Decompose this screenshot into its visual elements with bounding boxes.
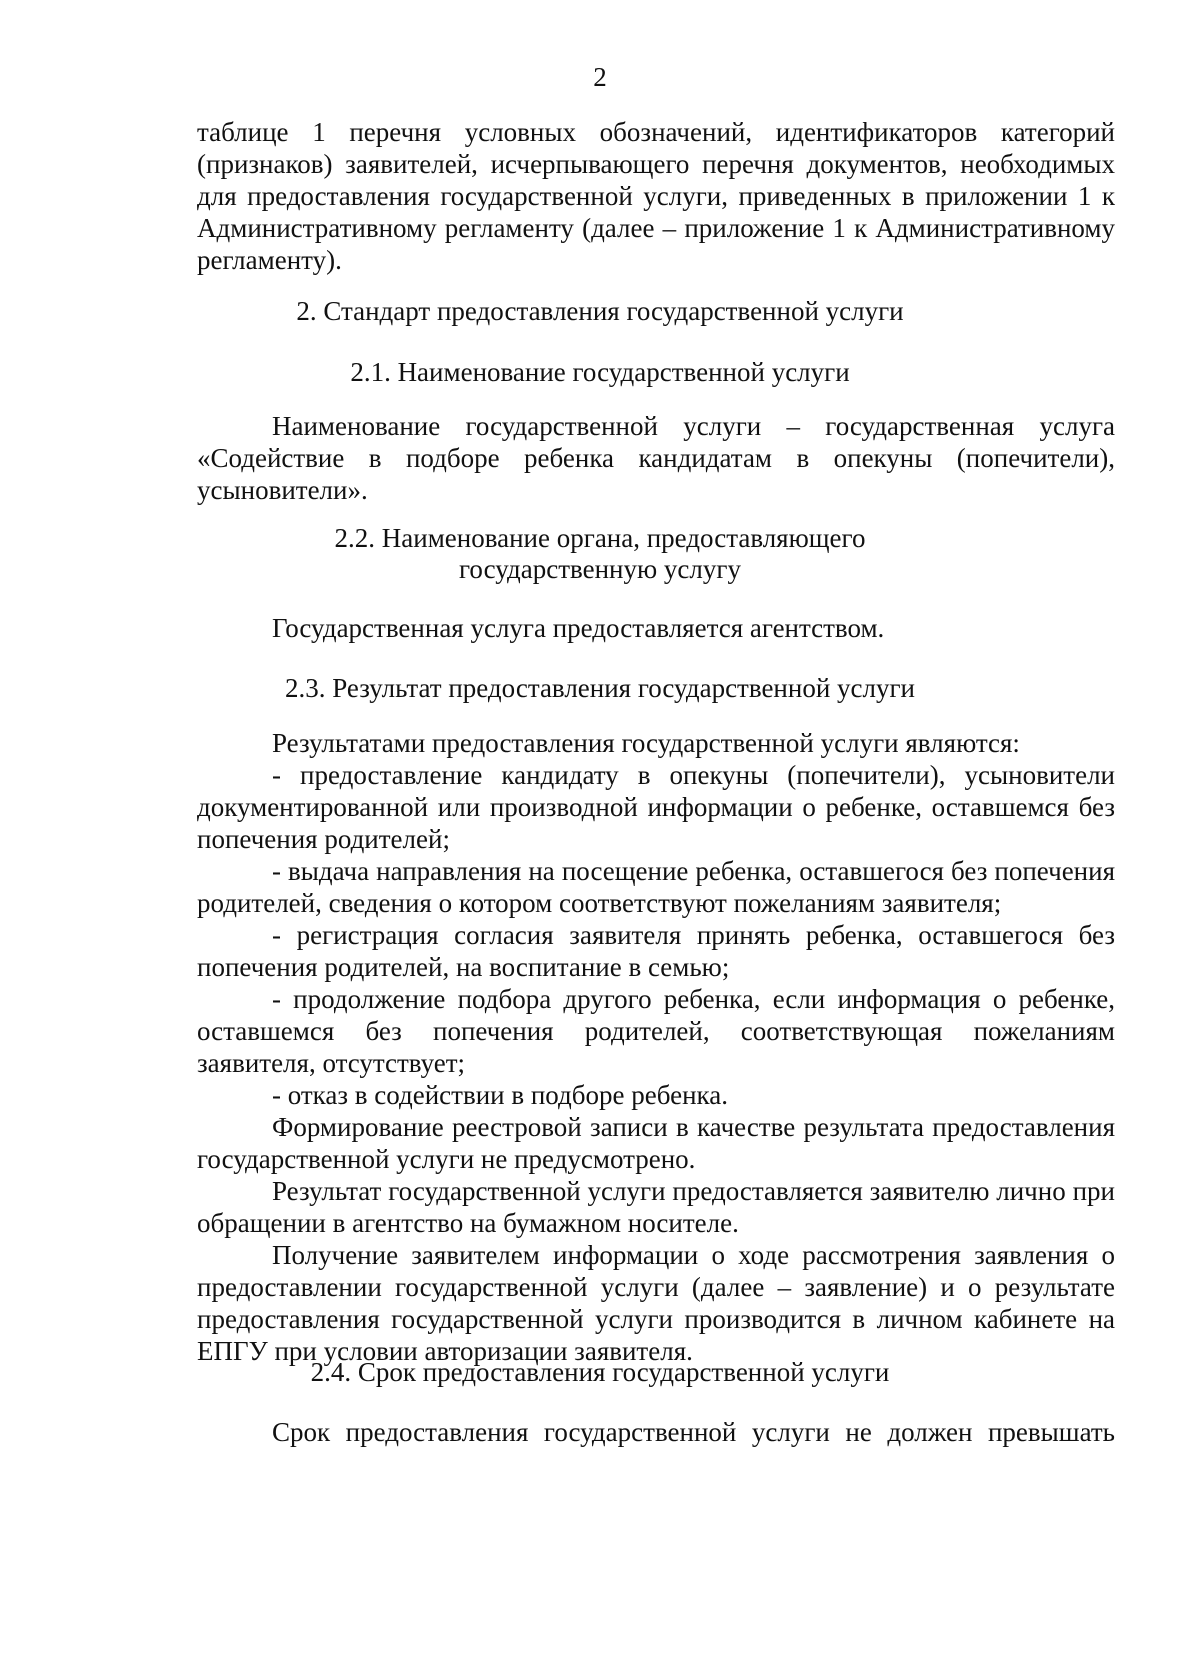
section-2-2-text: Государственная услуга предоставляется агентством. [272,613,885,643]
section-2-3-body [197,727,1115,1367]
section-2-3-intro: Результатами предоставления государственной услуги являются: [272,728,1020,758]
section-2-2-heading-line2: государственную услугу [459,554,741,584]
page-number: 2 [593,62,607,92]
result-list-item: - отказ в содействии в подборе ребенка. [272,1080,728,1110]
section-2-3-paragraph: Формирование реестровой записи в качестве результата предоставления государственной услуги не предусмотрено. [197,1112,1115,1174]
section-2-3-paragraph: Результат государственной услуги предоставляется заявителю лично при обращении в агентство на бумажном носителе. [197,1176,1115,1238]
section-2-1-text: Наименование государственной услуги – государственная услуга «Содействие в подборе ребенка кандидатам в опекуны (попечители), усыновители». [197,411,1115,505]
section-2-4-text: Срок предоставления государственной услуги не должен превышать [272,1417,1115,1447]
section-2-heading: 2. Стандарт предоставления государственной услуги [296,296,904,326]
section-2-2-heading-line1: 2.2. Наименование органа, предоставляющего [334,523,866,553]
intro-paragraph: таблице 1 перечня условных обозначений, идентификаторов категорий (признаков) заявителей, исчерпывающего перечня документов, необходимых для предоставления государственной услуги, приведенных в приложении 1 к Административному регламенту (далее – приложение 1 к Административному регламенту). [197,117,1115,275]
result-list-item: - выдача направления на посещение ребенка, оставшегося без попечения родителей, сведения о котором соответствуют пожеланиям заявителя; [197,856,1115,918]
section-2-3-heading: 2.3. Результат предоставления государственной услуги [284,673,916,703]
section-2-1-heading: 2.1. Наименование государственной услуги [350,357,850,387]
result-list-item: - регистрация согласия заявителя принять ребенка, оставшегося без попечения родителей, на воспитание в семью; [197,920,1115,982]
result-list-item: - предоставление кандидату в опекуны (попечители), усыновители документированной или производной информации о ребенке, оставшемся без попечения родителей; [197,760,1115,854]
result-list-item: - продолжение подбора другого ребенка, если информация о ребенке, оставшемся без попечения родителей, соответствующая пожеланиям заявителя, отсутствует; [197,984,1115,1078]
section-2-3-paragraph: Получение заявителем информации о ходе рассмотрения заявления о предоставлении государственной услуги (далее – заявление) и о результате предоставления государственной услуги производится в личном кабинете на ЕПГУ при условии авторизации заявителя. [197,1240,1115,1366]
section-2-4-heading: 2.4. Срок предоставления государственной услуги [310,1357,890,1387]
